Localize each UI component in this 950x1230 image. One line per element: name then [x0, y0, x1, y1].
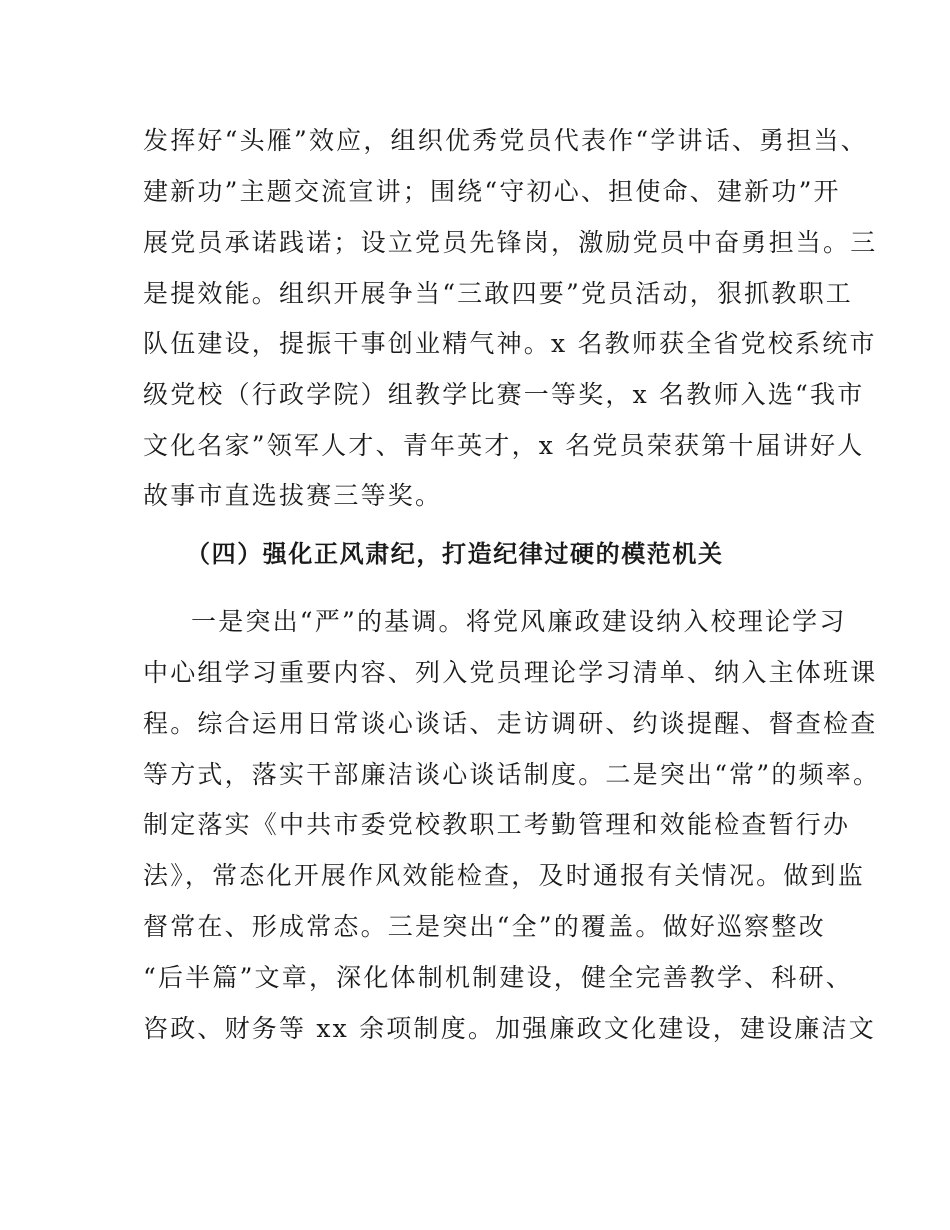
paragraph-line: 故事市直选拔赛三等奖。 [143, 481, 443, 510]
paragraph-line: 发挥好“头雁”效应，组织优秀党员代表作“学讲话、勇担当、 [143, 126, 868, 155]
paragraph-line: 建新功”主题交流宣讲；围绕“守初心、担使命、建新功”开 [143, 177, 841, 206]
paragraph-line: 程。综合运用日常谈心谈话、走访调研、约谈提醒、督查检查 [143, 709, 878, 738]
paragraph-line: 展党员承诺践诺；设立党员先锋岗，激励党员中奋勇担当。三 [143, 228, 878, 257]
paragraph-line: 法》，常态化开展作风效能检查，及时通报有关情况。做到监 [143, 861, 865, 890]
section-heading: （四）强化正风肃纪，打造纪律过硬的模范机关 [186, 540, 724, 568]
paragraph-line: 咨政、财务等 xx 余项制度。加强廉政文化建设，建设廉洁文 [143, 1014, 876, 1043]
paragraph-line: 级党校（行政学院）组教学比赛一等奖，x 名教师入选“我市 [143, 380, 865, 409]
paragraph-line: “后半篇”文章，深化体制机制建设，健全完善教学、科研、 [143, 963, 853, 992]
paragraph-line: 制定落实《中共市委党校教职工考勤管理和效能检查暂行办 [143, 810, 851, 839]
paragraph-line: 中心组学习重要内容、列入党员理论学习清单、纳入主体班课 [143, 658, 878, 687]
paragraph-line: 督常在、形成常态。三是突出“全”的覆盖。做好巡察整改 [143, 912, 826, 941]
paragraph-line: 文化名家”领军人才、青年英才，x 名党员荣获第十届讲好人 [143, 431, 865, 460]
paragraph-line: 是提效能。组织开展争当“三敢四要”党员活动，狠抓教职工 [143, 279, 853, 308]
paragraph-line: 队伍建设，提振干事创业精气神。x 名教师获全省党校系统市 [143, 329, 877, 358]
paragraph-line: 等方式，落实干部廉洁谈心谈话制度。二是突出“常”的频率。 [143, 760, 881, 789]
paragraph-line: 一是突出“严”的基调。将党风廉政建设纳入校理论学习 [191, 607, 847, 636]
